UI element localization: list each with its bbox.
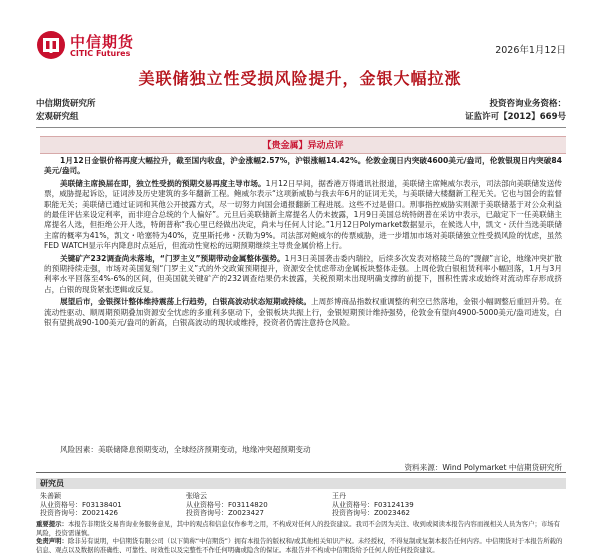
exemption-notice [36, 537, 566, 554]
notice-label: 重要提示： [36, 520, 68, 528]
analyst-advisor-no: 投资咨询号：Z0023462 [332, 509, 410, 518]
analyst-card [332, 492, 414, 518]
analyst-license: 从业资格号：F03124139 [332, 500, 414, 509]
disclaimer [36, 520, 566, 554]
company-logo [36, 30, 156, 62]
section-header [40, 136, 566, 154]
paragraph-text: 1月12日早间，据香港万得通讯社报道，美联储主席鲍威尔表示，司法部向美联储发送传票，威胁提起诉讼，证词涉及历史建筑的多年翻新工程。鲍威尔表示“这项新威胁与我去年6月的证词无关，与美联储大楼翻新工程无关。它也与国会的监督职能无关；美联储已通过证词和其他公开披露方式，尽一切努力向国会通报翻新工程进展。这些不过是借口。刑事指控威胁实则源于美联储基于对公众利益的最佳评估来设定利率，而非迎合总统的个人偏好”。元旦后美联储新主席提名人仍未披露，1月9日美国总统特朗普在采访中表示，已敲定下一任美联储主席提名人选，但拒绝公开人选，特朗普称“我心里已经做出决定，尚未与任何人讨论。”1月12日Polymarket数据显示，在候选人中，凯文・沃什当选美联储主席的概率为41%，凯文・哈塞特为40%，克里斯托弗・沃勒为9%。司法部对鲍威尔的传票威胁，进一步增加市场对美联储独立性受损风险的忧虑，虽然FED WATCH显示年内降息时点延后，但流动性宽松的远期预期继续主导贵金属价格上行。 [44, 178, 562, 251]
paragraph [44, 297, 562, 328]
analyst-license: 从业资格号：F03114820 [186, 500, 268, 509]
analyst-advisor-no: 投资咨询号：Z0021426 [40, 509, 118, 518]
notice-label: 免责声明： [36, 537, 68, 546]
paragraph [44, 179, 562, 252]
paragraph-lead: 关键矿产232调查尚未落地，“门罗主义”预期带动金属整体强势。 [60, 253, 285, 263]
analyst-license: 从业资格号：F03138401 [40, 500, 122, 509]
paragraph-text: 上周彭博商品指数权重调整的利空已然落地，金银小幅调整后重回升势。在流动性驱动、顺周期预期叠加资源安全忧虑的多重利多驱动下，金银板块共振上行，金银短期预计维持强势，伦敦金有望向4900-5000美元/盎司进发，白银有望挑战90-100美元/盎司的新高，白银高波动的现状或维持，投资者仍需注意持仓风险。 [44, 297, 563, 328]
license-number: 证监许可【2012】669号 [465, 112, 566, 122]
analyst-advisor-no: 投资咨询号：Z0023427 [186, 509, 264, 518]
logo-text-en: CITIC Futures [70, 49, 131, 58]
license-info [465, 98, 566, 124]
analyst-card [186, 492, 268, 518]
researcher-title: 研究员 [40, 479, 64, 488]
divider [36, 472, 566, 473]
report-date: 2026年1月12日 [495, 45, 566, 56]
paragraph [44, 254, 562, 296]
license-title: 投资咨询业务资格： [489, 99, 566, 109]
group-name: 宏观研究组 [36, 112, 79, 122]
researcher-header [36, 478, 566, 489]
citic-logo-icon [36, 30, 66, 60]
summary-text: 1月12日金银价格再度大幅拉升，截至国内收盘，沪金涨幅2.57%，沪银涨幅14.42%。伦敦金现日内突破4600美元/盎司，伦敦银现日内突破84美元/盎司。 [44, 156, 562, 176]
report-body [44, 156, 562, 331]
paragraph-lead: 美联储主席换届在即，独立性受损的预期交易再度主导市场。 [60, 178, 266, 188]
notice-text: 除非另有说明，中信期货有限公司（以下简称“中信期货”）拥有本报告的版权和/或其他相关知识产权。未经授权，不得复制或复制本报告任何内容。中信期货对于本报告所载的信息、观点以及数据的准确性、可靠性、时效性以及完整性不作任何明确或隐含的保证。本报告并不构成中信期货给予任何人的任何投资建议。 [36, 537, 563, 554]
org-name: 中信期货研究所 [36, 99, 96, 109]
paragraph-text: 1月3日美国袭击委内瑞拉，后续多次发表对格陵兰岛的“觊觎”言论，地缘冲突扩散的预期持续走强，市场对美国复刻“门罗主义”式的外交政策预期提升，资源安全忧虑带动金属板块整体走强。上周伦敦白银租赁利率小幅回落，1月与3月利率水平回落至4%-6%的区间，但美国就关键矿产的232调查结果仍未披露，关税预期未出现明确支撑的前提下，围积性需求或始终对流动库存形成挤占，白银的现货紧张逻辑或反复。 [44, 253, 562, 294]
author-org [36, 98, 96, 124]
section-label: 【贵金属】异动点评 [262, 141, 344, 151]
report-title: 美联储独立性受损风险提升，金银大幅拉涨 [138, 69, 462, 88]
notice-text: 本报告非期货交易咨询业务服务意见，其中的观点和信息仅作参考之用，不构成对任何人的投资建议。我司不会因为关注、收到或阅读本报告内容而视相关人员为客户；市场有风险，投资需谨慎。 [36, 520, 561, 537]
analyst-name: 张晗云 [186, 492, 207, 500]
analyst-name: 王丹 [332, 492, 346, 500]
paragraph [44, 156, 562, 177]
risk-factors: 风险因素：美联储降息预期变动，全球经济预期变动，地缘冲突超预期变动 [60, 445, 311, 454]
important-notice [36, 520, 566, 537]
data-source: 资料来源：Wind Polymarket 中信期货研究所 [404, 463, 562, 472]
divider [36, 127, 566, 128]
logo-text-cn: 中信期货 [70, 33, 135, 51]
analyst-card [40, 492, 122, 518]
paragraph-lead: 展望后市，金银探计整体维持震荡上行趋势，白银高波动状态短期或持续。 [60, 297, 312, 307]
analyst-name: 朱善颖 [40, 492, 61, 500]
